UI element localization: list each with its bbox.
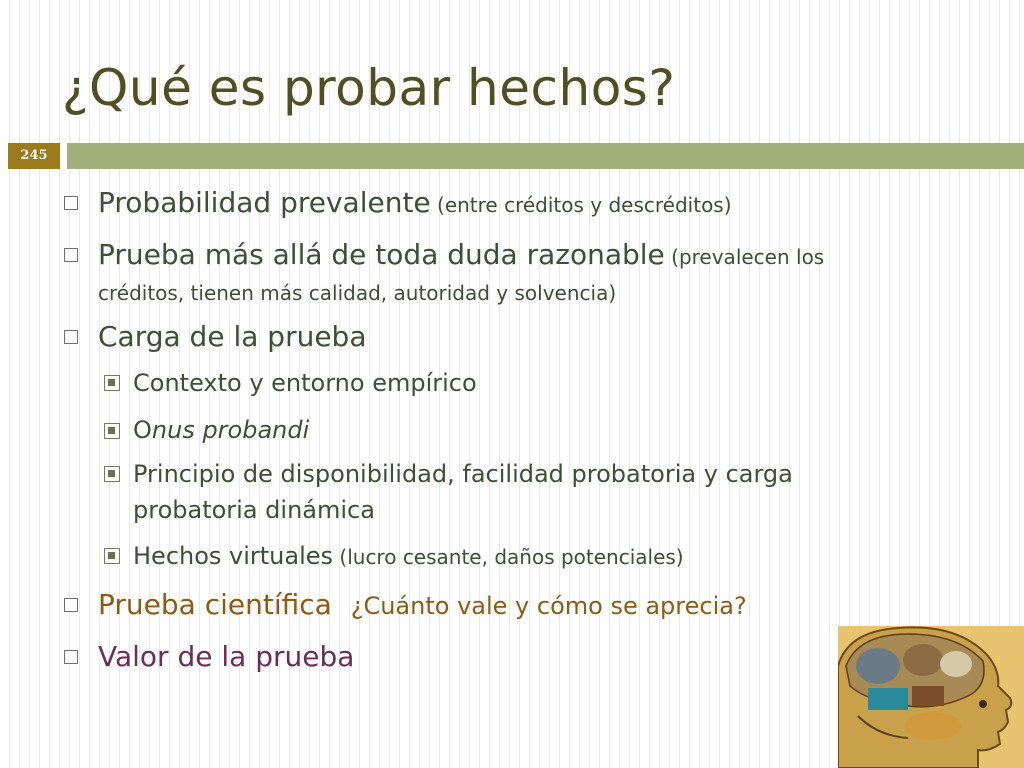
bullet-carga [98,320,978,354]
subbullet-contexto [133,365,933,401]
bullet-text: Prueba científica [98,588,332,621]
bullet-text: Prueba más allá de toda duda razonable [98,238,665,271]
subbullet-text: Contexto y entorno empírico [133,369,477,397]
subbullet-text-cont: probatoria dinámica [133,496,375,524]
square-bullet-icon [64,248,78,262]
bullet-text: Probabilidad prevalente [98,186,431,219]
subbullet-hechos-virtuales [133,538,933,575]
title-rule-bar [67,143,1024,169]
slide-number: 245 [8,143,60,169]
subbullet-text: Principio de disponibilidad, facilidad probatoria y carga [133,460,793,488]
bullet-prueba-mas-alla-cont [98,274,978,310]
bullet-subtext: (entre créditos y descréditos) [430,193,732,217]
subbullet-text: Hechos virtuales [133,542,334,570]
square-bullet-icon [64,330,78,344]
slide-title: ¿Qué es probar hechos? [62,59,676,117]
square-bullet-icon [64,598,78,612]
bullet-probabilidad [98,186,978,222]
bullet-subtext-cont: créditos, tienen más calidad, autoridad y solvencia) [98,281,617,305]
subbullet-text-first: O [133,416,152,444]
filled-square-bullet-icon [104,423,120,439]
subbullet-onus [133,412,933,448]
bullet-text: Valor de la prueba [98,640,355,673]
bullet-prueba-cientifica [98,588,978,623]
subbullet-principio [133,456,933,492]
bullet-prueba-mas-alla [98,238,978,274]
bullet-subtext: (prevalecen los [664,245,825,269]
bullet-text: Carga de la prueba [98,320,367,353]
square-bullet-icon [64,196,78,210]
filled-square-bullet-icon [104,375,120,391]
subbullet-subtext: (lucro cesante, daños potenciales) [333,545,684,569]
filled-square-bullet-icon [104,466,120,482]
subbullet-text-italic: nus probandi [151,416,310,444]
brain-head-illustration [838,626,1024,768]
square-bullet-icon [64,650,78,664]
subbullet-principio-cont [133,492,933,528]
bullet-question: ¿Cuánto vale y cómo se aprecia? [350,592,747,620]
filled-square-bullet-icon [104,548,120,564]
